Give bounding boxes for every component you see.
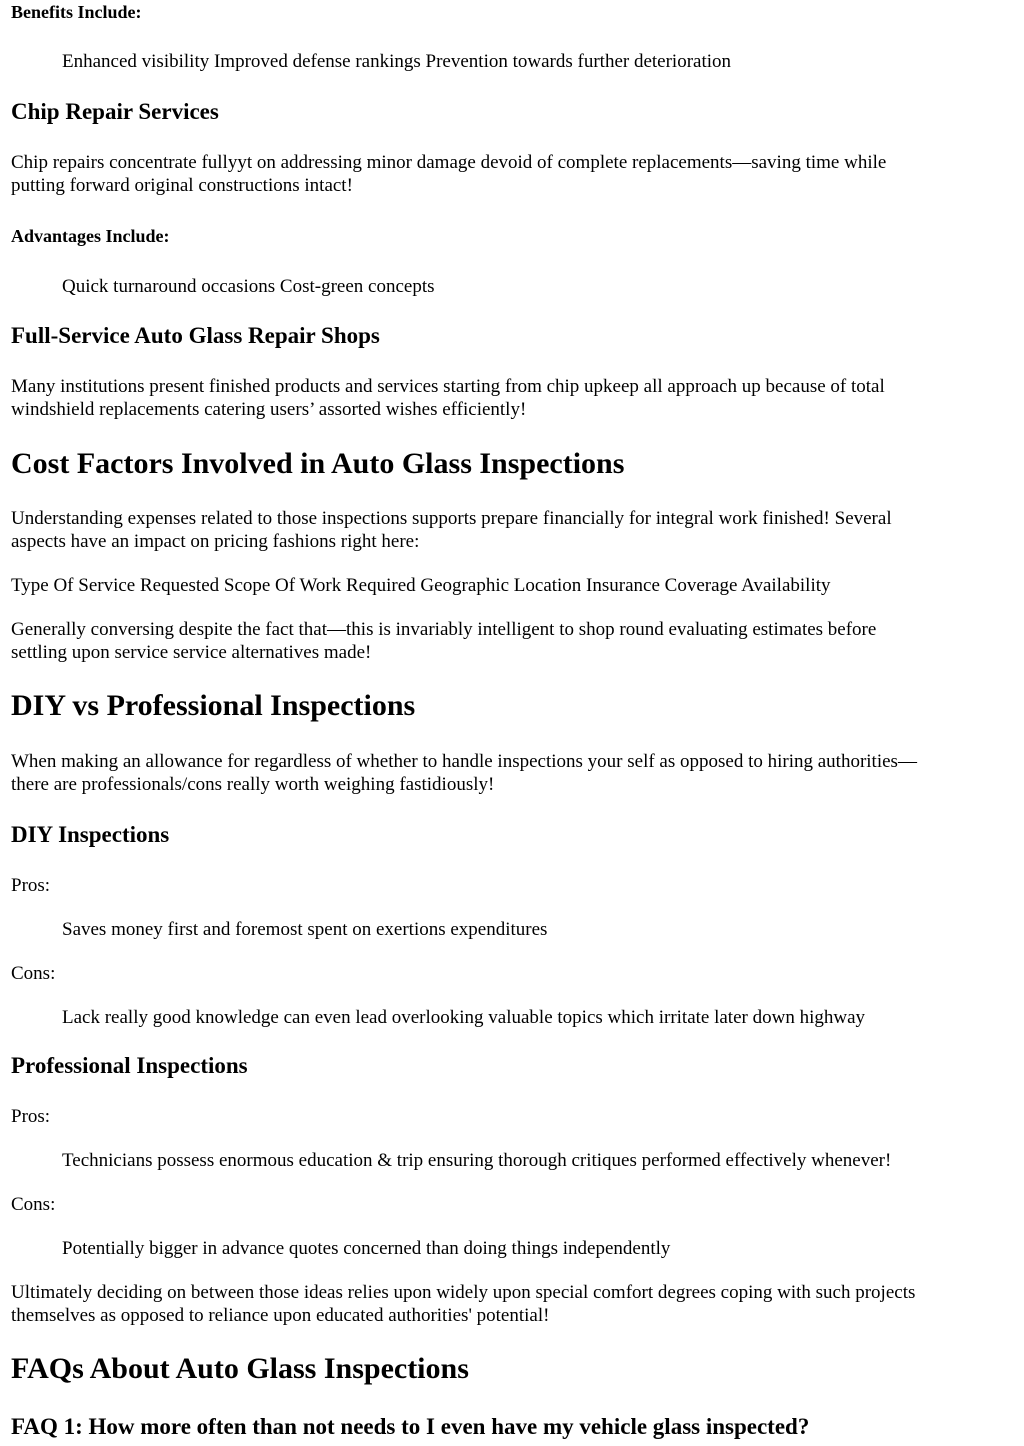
chip-repair-heading: Chip Repair Services: [11, 99, 219, 124]
benefits-list: Enhanced visibility Improved defense rankings Prevention towards further deterioration: [62, 51, 732, 72]
diy-vs-pro-intro-line2: there are professionals/cons really worth weighing fastidiously!: [11, 774, 495, 795]
cost-factors-intro-line2: aspects have an impact on pricing fashions right here:: [11, 531, 420, 552]
cost-factors-intro-line1: Understanding expenses related to those inspections supports prepare financially for integral work finished! Several: [11, 508, 892, 529]
diy-vs-pro-heading: DIY vs Professional Inspections: [11, 689, 416, 722]
faqs-heading: FAQs About Auto Glass Inspections: [11, 1352, 469, 1385]
professional-cons-label: Cons:: [11, 1194, 56, 1215]
professional-pros-label: Pros:: [11, 1106, 51, 1127]
conclusion-line1: Ultimately deciding on between those ideas relies upon widely upon special comfort degrees coping with such projects: [11, 1282, 916, 1303]
faq-1-question: FAQ 1: How more often than not needs to I even have my vehicle glass inspected?: [11, 1414, 810, 1439]
full-service-heading: Full-Service Auto Glass Repair Shops: [11, 323, 380, 348]
full-service-body-line2: windshield replacements catering users’ assorted wishes efficiently!: [11, 399, 527, 420]
professional-heading: Professional Inspections: [11, 1053, 248, 1078]
professional-pros-item: Technicians possess enormous education & trip ensuring thorough critiques performed effectively whenever!: [62, 1150, 892, 1171]
diy-pros-item: Saves money first and foremost spent on exertions expenditures: [62, 919, 548, 940]
cost-factors-outro-line2: settling upon service service alternatives made!: [11, 642, 372, 663]
cost-factors-heading: Cost Factors Involved in Auto Glass Inspections: [11, 447, 625, 480]
benefits-label: Benefits Include:: [11, 2, 142, 22]
professional-cons-item: Potentially bigger in advance quotes concerned than doing things independently: [62, 1238, 671, 1259]
full-service-body-line1: Many institutions present finished products and services starting from chip upkeep all approach up because of total: [11, 376, 885, 397]
diy-heading: DIY Inspections: [11, 822, 170, 847]
advantages-label: Advantages Include:: [11, 226, 170, 246]
diy-vs-pro-intro-line1: When making an allowance for regardless of whether to handle inspections your self as opposed to hiring authorities—: [11, 751, 917, 772]
cost-factors-list: Type Of Service Requested Scope Of Work Required Geographic Location Insurance Coverage Availability: [11, 575, 831, 596]
chip-repair-body-line1: Chip repairs concentrate fullyyt on addressing minor damage devoid of complete replacements—saving time while: [11, 152, 887, 173]
diy-pros-label: Pros:: [11, 875, 51, 896]
diy-cons-label: Cons:: [11, 963, 56, 984]
cost-factors-outro-line1: Generally conversing despite the fact that—this is invariably intelligent to shop round evaluating estimates before: [11, 619, 877, 640]
conclusion-line2: themselves as opposed to reliance upon educated authorities' potential!: [11, 1305, 550, 1326]
chip-repair-body-line2: putting forward original constructions intact!: [11, 175, 353, 196]
diy-cons-item: Lack really good knowledge can even lead overlooking valuable topics which irritate later down highway: [62, 1007, 866, 1028]
advantages-list: Quick turnaround occasions Cost-green concepts: [62, 276, 435, 297]
